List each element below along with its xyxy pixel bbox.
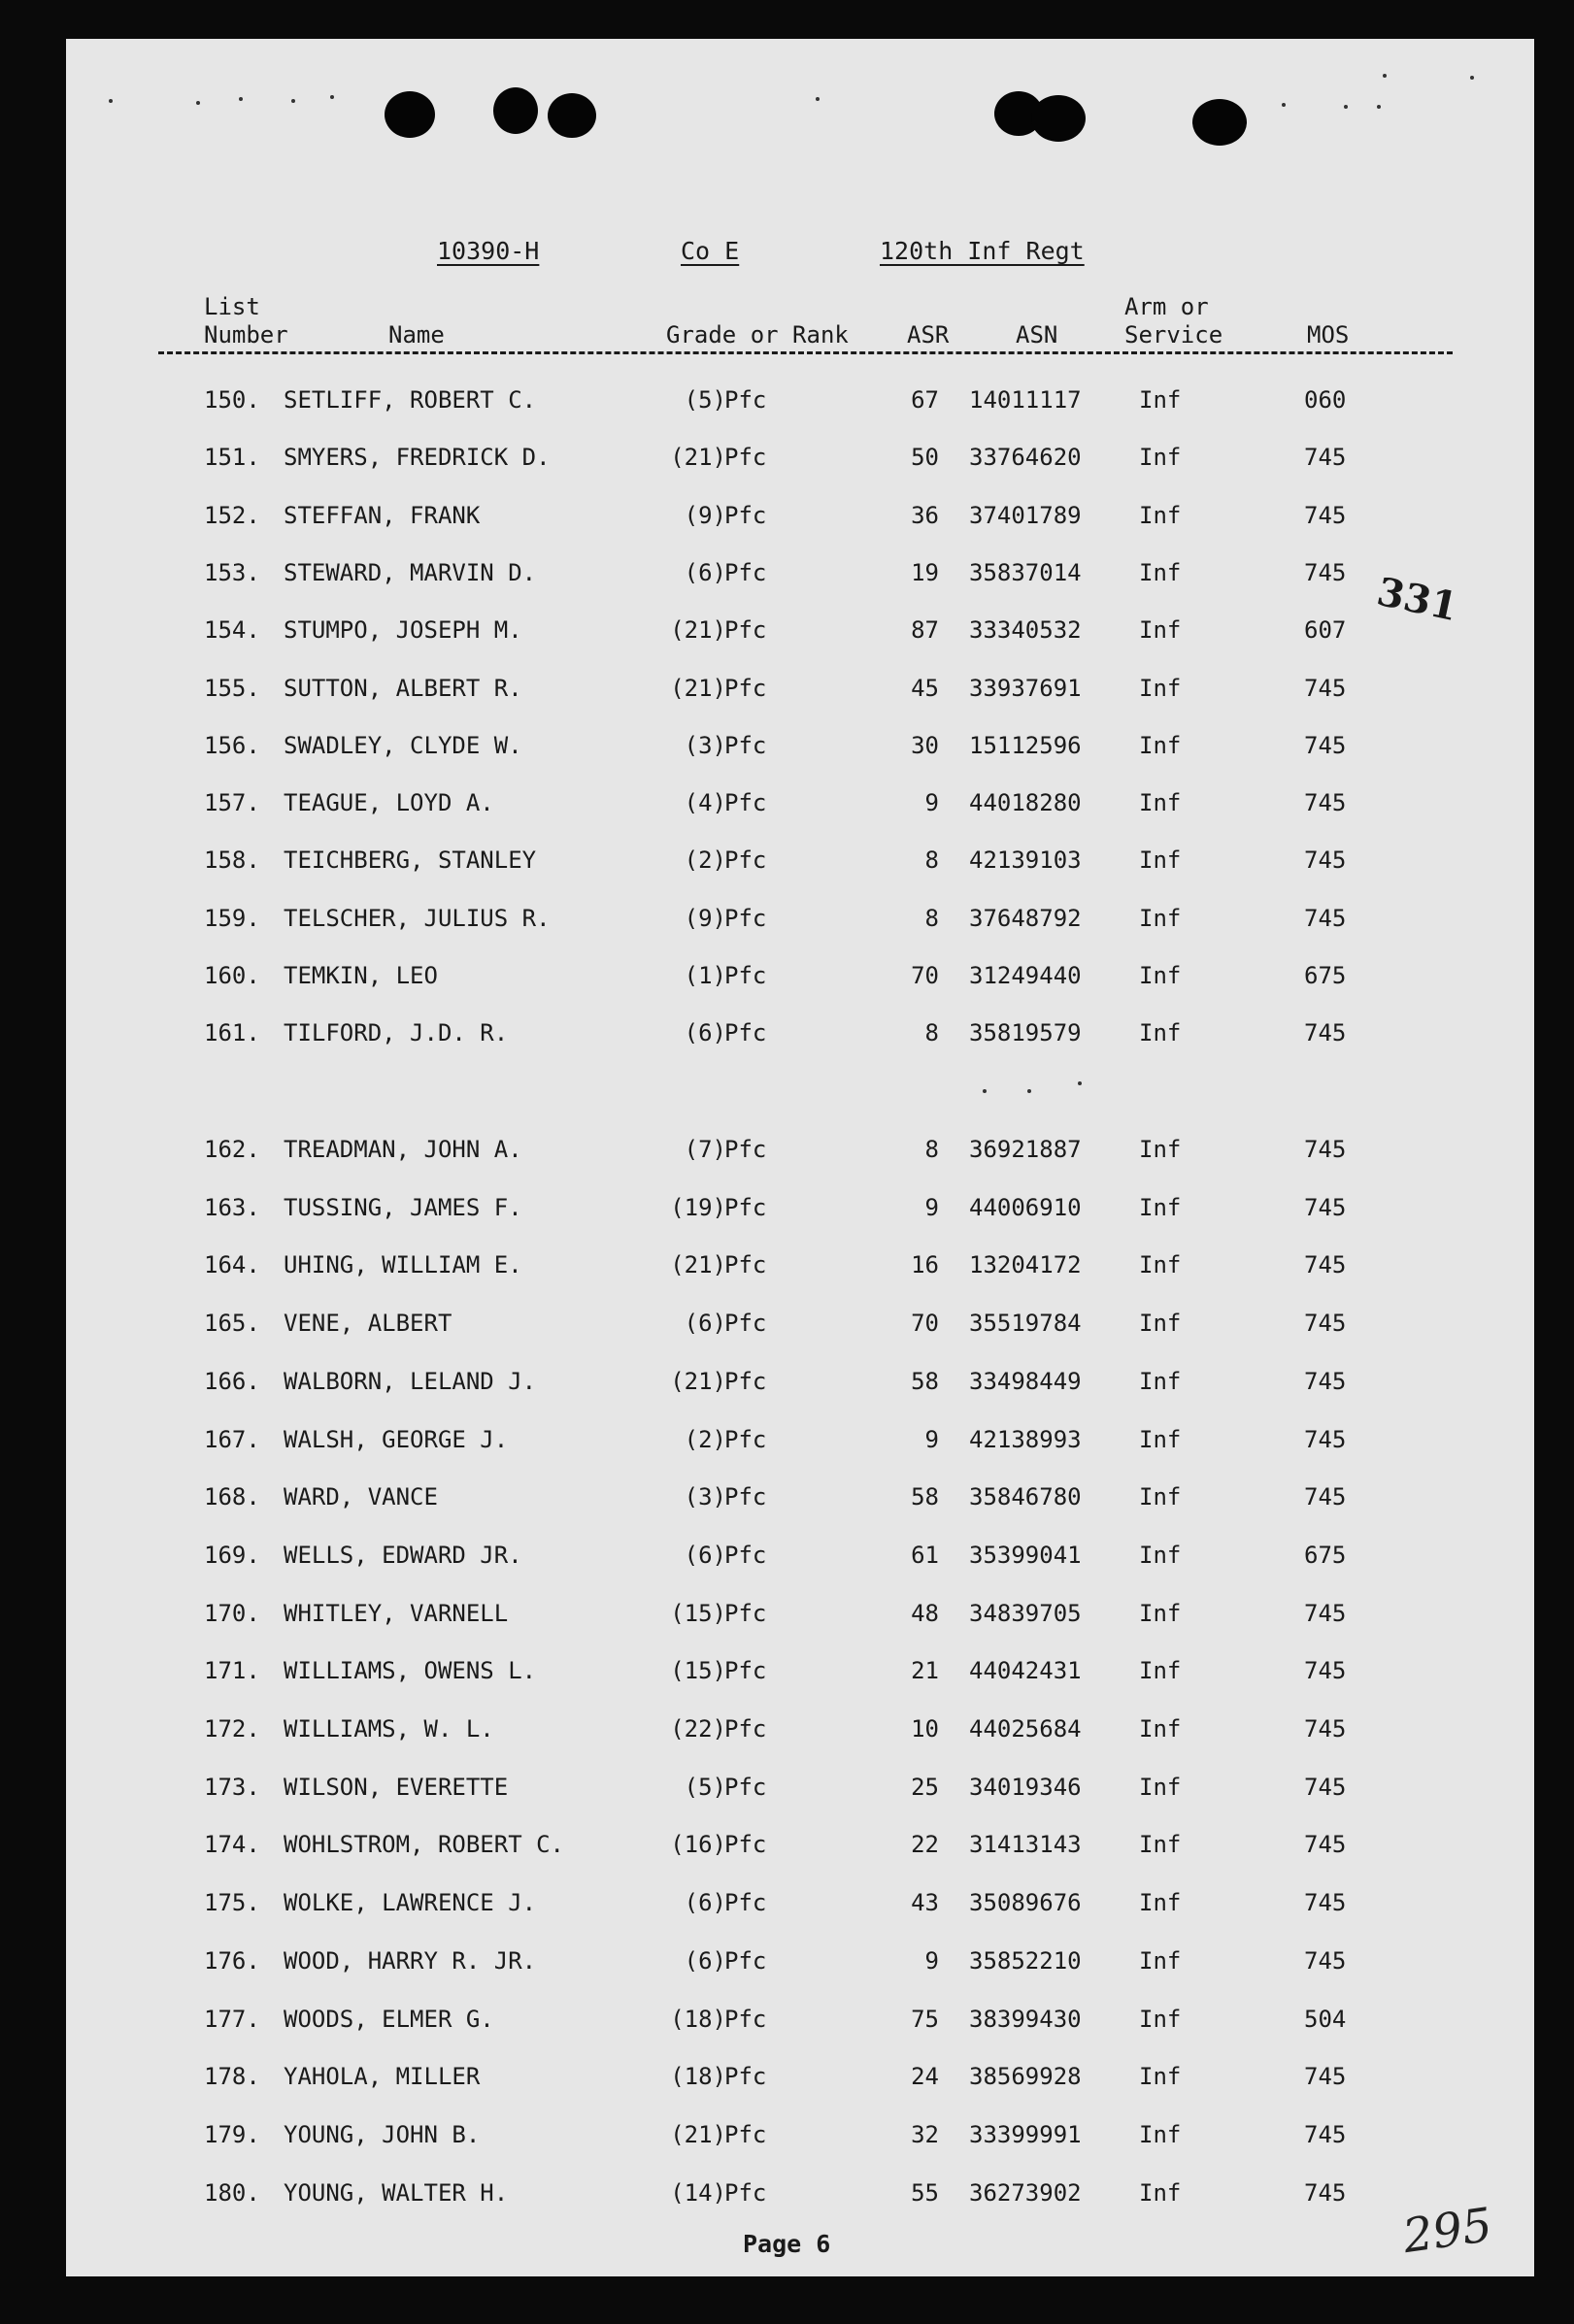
asr-score: 16	[911, 1251, 939, 1278]
arm-of-service: Inf	[1139, 1657, 1182, 1684]
asr-score: 70	[911, 1310, 939, 1337]
asr-score: 9	[924, 789, 939, 816]
col-header-grade: Grade or Rank	[666, 321, 849, 349]
table-row	[0, 669, 1574, 708]
arm-of-service: Inf	[1139, 1889, 1182, 1916]
list-number: 180.	[204, 2179, 260, 2207]
table-row	[0, 783, 1574, 822]
soldier-name: TEAGUE, LOYD A.	[284, 789, 494, 816]
army-serial-number: 33937691	[969, 675, 1082, 702]
grade-code: (21)	[670, 616, 726, 644]
mos-code: 745	[1304, 1600, 1347, 1627]
mos-code: 745	[1304, 1019, 1347, 1046]
table-row	[0, 1883, 1574, 1922]
grade-code: (6)	[684, 1019, 726, 1046]
soldier-name: WILSON, EVERETTE	[284, 1774, 509, 1801]
list-number: 170.	[204, 1600, 260, 1627]
grade-code: (18)	[670, 2006, 726, 2033]
arm-of-service: Inf	[1139, 1600, 1182, 1627]
asr-score: 21	[911, 1657, 939, 1684]
list-number: 157.	[204, 789, 260, 816]
stamped-number: 331	[1373, 568, 1462, 631]
army-serial-number: 34019346	[969, 1774, 1082, 1801]
list-number: 166.	[204, 1368, 260, 1395]
army-serial-number: 14011117	[969, 386, 1082, 414]
grade-code: (21)	[670, 444, 726, 471]
rank: Pfc	[724, 1947, 767, 1975]
list-number: 151.	[204, 444, 260, 471]
rank: Pfc	[724, 1774, 767, 1801]
table-row	[0, 1594, 1574, 1633]
list-number: 167.	[204, 1426, 260, 1453]
mos-code: 745	[1304, 789, 1347, 816]
rank: Pfc	[724, 1310, 767, 1337]
asr-score: 8	[924, 847, 939, 874]
army-serial-number: 34839705	[969, 1600, 1082, 1627]
table-row	[0, 1536, 1574, 1575]
mos-code: 745	[1304, 1426, 1347, 1453]
table-row	[0, 1420, 1574, 1459]
mos-code: 745	[1304, 1831, 1347, 1858]
arm-of-service: Inf	[1139, 502, 1182, 529]
list-number: 177.	[204, 2006, 260, 2033]
mos-code: 607	[1304, 616, 1347, 644]
army-serial-number: 44006910	[969, 1194, 1082, 1221]
mos-code: 745	[1304, 2179, 1347, 2207]
army-serial-number: 44042431	[969, 1657, 1082, 1684]
rank: Pfc	[724, 444, 767, 471]
soldier-name: SWADLEY, CLYDE W.	[284, 732, 522, 759]
table-row	[0, 2174, 1574, 2212]
soldier-name: WILLIAMS, OWENS L.	[284, 1657, 537, 1684]
list-number: 150.	[204, 386, 260, 414]
army-serial-number: 33498449	[969, 1368, 1082, 1395]
arm-of-service: Inf	[1139, 1368, 1182, 1395]
army-serial-number: 33340532	[969, 616, 1082, 644]
asr-score: 55	[911, 2179, 939, 2207]
arm-of-service: Inf	[1139, 1715, 1182, 1743]
mos-code: 060	[1304, 386, 1347, 414]
arm-of-service: Inf	[1139, 1136, 1182, 1163]
list-number: 169.	[204, 1542, 260, 1569]
list-number: 174.	[204, 1831, 260, 1858]
list-number: 175.	[204, 1889, 260, 1916]
soldier-name: WELLS, EDWARD JR.	[284, 1542, 522, 1569]
list-number: 159.	[204, 905, 260, 932]
mos-code: 745	[1304, 1483, 1347, 1511]
arm-of-service: Inf	[1139, 732, 1182, 759]
rank: Pfc	[724, 1542, 767, 1569]
col-header-arm-service: Arm or Service	[1124, 293, 1223, 349]
table-row	[0, 1245, 1574, 1284]
grade-code: (6)	[684, 559, 726, 586]
grade-code: (19)	[670, 1194, 726, 1221]
list-number: 162.	[204, 1136, 260, 1163]
soldier-name: VENE, ALBERT	[284, 1310, 452, 1337]
asr-score: 50	[911, 444, 939, 471]
soldier-name: STEFFAN, FRANK	[284, 502, 481, 529]
list-number: 158.	[204, 847, 260, 874]
asr-score: 43	[911, 1889, 939, 1916]
army-serial-number: 35837014	[969, 559, 1082, 586]
soldier-name: STUMPO, JOSEPH M.	[284, 616, 522, 644]
grade-code: (1)	[684, 962, 726, 989]
grade-code: (2)	[684, 847, 726, 874]
col-header-asn: ASN	[1016, 321, 1058, 349]
asr-score: 8	[924, 1136, 939, 1163]
soldier-name: TILFORD, J.D. R.	[284, 1019, 509, 1046]
army-serial-number: 13204172	[969, 1251, 1082, 1278]
list-number: 160.	[204, 962, 260, 989]
arm-of-service: Inf	[1139, 1831, 1182, 1858]
list-number: 179.	[204, 2121, 260, 2148]
soldier-name: WOLKE, LAWRENCE J.	[284, 1889, 537, 1916]
mos-code: 745	[1304, 502, 1347, 529]
table-row	[0, 1825, 1574, 1864]
rank: Pfc	[724, 559, 767, 586]
table-row	[0, 956, 1574, 995]
asr-score: 67	[911, 386, 939, 414]
list-number: 171.	[204, 1657, 260, 1684]
asr-score: 9	[924, 1426, 939, 1453]
rank: Pfc	[724, 789, 767, 816]
asr-score: 10	[911, 1715, 939, 1743]
rank: Pfc	[724, 1426, 767, 1453]
mos-code: 745	[1304, 675, 1347, 702]
col-header-mos: MOS	[1307, 321, 1350, 349]
asr-score: 70	[911, 962, 939, 989]
page-number: Page 6	[743, 2230, 831, 2258]
army-serial-number: 42139103	[969, 847, 1082, 874]
arm-of-service: Inf	[1139, 847, 1182, 874]
army-serial-number: 38569928	[969, 2063, 1082, 2090]
army-serial-number: 35519784	[969, 1310, 1082, 1337]
table-row	[0, 1013, 1574, 1052]
army-serial-number: 38399430	[969, 2006, 1082, 2033]
arm-of-service: Inf	[1139, 1310, 1182, 1337]
mos-code: 745	[1304, 847, 1347, 874]
soldier-name: YAHOLA, MILLER	[284, 2063, 481, 2090]
table-row	[0, 381, 1574, 419]
grade-code: (9)	[684, 502, 726, 529]
grade-code: (6)	[684, 1310, 726, 1337]
mos-code: 745	[1304, 1136, 1347, 1163]
asr-score: 75	[911, 2006, 939, 2033]
grade-code: (5)	[684, 1774, 726, 1801]
mos-code: 745	[1304, 2063, 1347, 2090]
grade-code: (21)	[670, 675, 726, 702]
arm-of-service: Inf	[1139, 1542, 1182, 1569]
table-row	[0, 2000, 1574, 2039]
asr-score: 9	[924, 1947, 939, 1975]
arm-of-service: Inf	[1139, 2179, 1182, 2207]
punch-hole	[493, 87, 538, 134]
asr-score: 32	[911, 2121, 939, 2148]
soldier-name: STEWARD, MARVIN D.	[284, 559, 537, 586]
grade-code: (2)	[684, 1426, 726, 1453]
table-row	[0, 899, 1574, 938]
army-serial-number: 15112596	[969, 732, 1082, 759]
table-row	[0, 726, 1574, 765]
list-number: 176.	[204, 1947, 260, 1975]
grade-code: (6)	[684, 1542, 726, 1569]
table-row	[0, 1651, 1574, 1690]
soldier-name: WILLIAMS, W. L.	[284, 1715, 494, 1743]
table-row	[0, 496, 1574, 535]
punch-hole	[548, 93, 596, 138]
soldier-name: TUSSING, JAMES F.	[284, 1194, 522, 1221]
soldier-name: TELSCHER, JULIUS R.	[284, 905, 551, 932]
mos-code: 745	[1304, 1715, 1347, 1743]
grade-code: (6)	[684, 1889, 726, 1916]
asr-score: 24	[911, 2063, 939, 2090]
table-row	[0, 1304, 1574, 1343]
list-number: 163.	[204, 1194, 260, 1221]
mos-code: 745	[1304, 1657, 1347, 1684]
rank: Pfc	[724, 1600, 767, 1627]
col-header-name: Name	[388, 321, 445, 349]
rank: Pfc	[724, 2063, 767, 2090]
table-row	[0, 1188, 1574, 1227]
asr-score: 22	[911, 1831, 939, 1858]
table-row	[0, 1362, 1574, 1401]
soldier-name: TEMKIN, LEO	[284, 962, 438, 989]
arm-of-service: Inf	[1139, 1947, 1182, 1975]
asr-score: 45	[911, 675, 939, 702]
company-label: Co E	[681, 237, 740, 265]
rank: Pfc	[724, 1251, 767, 1278]
grade-code: (15)	[670, 1600, 726, 1627]
rank: Pfc	[724, 732, 767, 759]
soldier-name: YOUNG, WALTER H.	[284, 2179, 509, 2207]
rank: Pfc	[724, 962, 767, 989]
punch-hole	[385, 91, 435, 138]
mos-code: 745	[1304, 1251, 1347, 1278]
asr-score: 58	[911, 1483, 939, 1511]
soldier-name: WOODS, ELMER G.	[284, 2006, 494, 2033]
army-serial-number: 35399041	[969, 1542, 1082, 1569]
list-number: 156.	[204, 732, 260, 759]
mos-code: 745	[1304, 559, 1347, 586]
rank: Pfc	[724, 502, 767, 529]
col-header-list-number: List Number	[204, 293, 288, 349]
arm-of-service: Inf	[1139, 1251, 1182, 1278]
soldier-name: WALSH, GEORGE J.	[284, 1426, 509, 1453]
army-serial-number: 42138993	[969, 1426, 1082, 1453]
mos-code: 745	[1304, 1947, 1347, 1975]
rank: Pfc	[724, 2006, 767, 2033]
arm-of-service: Inf	[1139, 616, 1182, 644]
arm-of-service: Inf	[1139, 2006, 1182, 2033]
grade-code: (18)	[670, 2063, 726, 2090]
arm-of-service: Inf	[1139, 2121, 1182, 2148]
army-serial-number: 31413143	[969, 1831, 1082, 1858]
army-serial-number: 37401789	[969, 502, 1082, 529]
asr-score: 19	[911, 559, 939, 586]
arm-of-service: Inf	[1139, 386, 1182, 414]
table-row	[0, 2115, 1574, 2154]
arm-of-service: Inf	[1139, 962, 1182, 989]
rank: Pfc	[724, 1831, 767, 1858]
mos-code: 745	[1304, 905, 1347, 932]
grade-code: (21)	[670, 1251, 726, 1278]
rank: Pfc	[724, 1194, 767, 1221]
table-row	[0, 1710, 1574, 1748]
soldier-name: WARD, VANCE	[284, 1483, 438, 1511]
mos-code: 745	[1304, 1774, 1347, 1801]
table-row	[0, 2057, 1574, 2096]
grade-code: (7)	[684, 1136, 726, 1163]
mos-code: 675	[1304, 1542, 1347, 1569]
grade-code: (6)	[684, 1947, 726, 1975]
table-row	[0, 1942, 1574, 1980]
handwritten-mark: 295	[1399, 2197, 1496, 2265]
army-serial-number: 33764620	[969, 444, 1082, 471]
table-row	[0, 1768, 1574, 1807]
arm-of-service: Inf	[1139, 1483, 1182, 1511]
rank: Pfc	[724, 1019, 767, 1046]
arm-of-service: Inf	[1139, 1426, 1182, 1453]
asr-score: 48	[911, 1600, 939, 1627]
list-number: 161.	[204, 1019, 260, 1046]
army-serial-number: 35846780	[969, 1483, 1082, 1511]
rank: Pfc	[724, 616, 767, 644]
army-serial-number: 31249440	[969, 962, 1082, 989]
rank: Pfc	[724, 2121, 767, 2148]
list-number: 154.	[204, 616, 260, 644]
arm-of-service: Inf	[1139, 1019, 1182, 1046]
army-serial-number: 37648792	[969, 905, 1082, 932]
grade-code: (15)	[670, 1657, 726, 1684]
arm-of-service: Inf	[1139, 789, 1182, 816]
soldier-name: WALBORN, LELAND J.	[284, 1368, 537, 1395]
asr-score: 9	[924, 1194, 939, 1221]
army-serial-number: 36273902	[969, 2179, 1082, 2207]
soldier-name: TEICHBERG, STANLEY	[284, 847, 537, 874]
arm-of-service: Inf	[1139, 1774, 1182, 1801]
mos-code: 675	[1304, 962, 1347, 989]
army-serial-number: 35852210	[969, 1947, 1082, 1975]
grade-code: (5)	[684, 386, 726, 414]
list-number: 164.	[204, 1251, 260, 1278]
rank: Pfc	[724, 1715, 767, 1743]
col-header-asr: ASR	[907, 321, 950, 349]
list-number: 168.	[204, 1483, 260, 1511]
grade-code: (16)	[670, 1831, 726, 1858]
list-number: 152.	[204, 502, 260, 529]
rank: Pfc	[724, 1657, 767, 1684]
list-number: 165.	[204, 1310, 260, 1337]
list-number: 155.	[204, 675, 260, 702]
soldier-name: YOUNG, JOHN B.	[284, 2121, 481, 2148]
mos-code: 745	[1304, 1310, 1347, 1337]
army-serial-number: 35089676	[969, 1889, 1082, 1916]
asr-score: 36	[911, 502, 939, 529]
punch-hole	[1031, 95, 1086, 142]
list-number: 153.	[204, 559, 260, 586]
mos-code: 745	[1304, 2121, 1347, 2148]
rank: Pfc	[724, 1136, 767, 1163]
table-row	[0, 1477, 1574, 1516]
army-serial-number: 35819579	[969, 1019, 1082, 1046]
table-row	[0, 1130, 1574, 1169]
rank: Pfc	[724, 905, 767, 932]
mos-code: 745	[1304, 444, 1347, 471]
rank: Pfc	[724, 1889, 767, 1916]
rank: Pfc	[724, 1368, 767, 1395]
soldier-name: WHITLEY, VARNELL	[284, 1600, 509, 1627]
arm-of-service: Inf	[1139, 675, 1182, 702]
rank: Pfc	[724, 2179, 767, 2207]
arm-of-service: Inf	[1139, 905, 1182, 932]
rank: Pfc	[724, 1483, 767, 1511]
soldier-name: TREADMAN, JOHN A.	[284, 1136, 522, 1163]
table-row	[0, 438, 1574, 477]
asr-score: 30	[911, 732, 939, 759]
list-number: 178.	[204, 2063, 260, 2090]
asr-score: 58	[911, 1368, 939, 1395]
grade-code: (14)	[670, 2179, 726, 2207]
soldier-name: WOHLSTROM, ROBERT C.	[284, 1831, 564, 1858]
table-row	[0, 553, 1574, 592]
grade-code: (9)	[684, 905, 726, 932]
arm-of-service: Inf	[1139, 1194, 1182, 1221]
asr-score: 25	[911, 1774, 939, 1801]
asr-score: 87	[911, 616, 939, 644]
asr-score: 8	[924, 905, 939, 932]
soldier-name: SUTTON, ALBERT R.	[284, 675, 522, 702]
army-serial-number: 33399991	[969, 2121, 1082, 2148]
army-serial-number: 36921887	[969, 1136, 1082, 1163]
asr-score: 61	[911, 1542, 939, 1569]
army-serial-number: 44025684	[969, 1715, 1082, 1743]
mos-code: 745	[1304, 1889, 1347, 1916]
grade-code: (4)	[684, 789, 726, 816]
soldier-name: SMYERS, FREDRICK D.	[284, 444, 551, 471]
header-divider	[158, 351, 1453, 354]
list-number: 172.	[204, 1715, 260, 1743]
arm-of-service: Inf	[1139, 2063, 1182, 2090]
soldier-name: UHING, WILLIAM E.	[284, 1251, 522, 1278]
grade-code: (21)	[670, 2121, 726, 2148]
arm-of-service: Inf	[1139, 559, 1182, 586]
document-number: 10390-H	[437, 237, 540, 265]
grade-code: (21)	[670, 1368, 726, 1395]
grade-code: (22)	[670, 1715, 726, 1743]
soldier-name: WOOD, HARRY R. JR.	[284, 1947, 537, 1975]
soldier-name: SETLIFF, ROBERT C.	[284, 386, 537, 414]
punch-hole	[1192, 99, 1247, 146]
mos-code: 745	[1304, 732, 1347, 759]
asr-score: 8	[924, 1019, 939, 1046]
grade-code: (3)	[684, 1483, 726, 1511]
grade-code: (3)	[684, 732, 726, 759]
mos-code: 745	[1304, 1194, 1347, 1221]
rank: Pfc	[724, 675, 767, 702]
rank: Pfc	[724, 386, 767, 414]
army-serial-number: 44018280	[969, 789, 1082, 816]
list-number: 173.	[204, 1774, 260, 1801]
regiment-label: 120th Inf Regt	[880, 237, 1085, 265]
arm-of-service: Inf	[1139, 444, 1182, 471]
table-row	[0, 841, 1574, 880]
mos-code: 745	[1304, 1368, 1347, 1395]
rank: Pfc	[724, 847, 767, 874]
mos-code: 504	[1304, 2006, 1347, 2033]
table-row	[0, 611, 1574, 649]
